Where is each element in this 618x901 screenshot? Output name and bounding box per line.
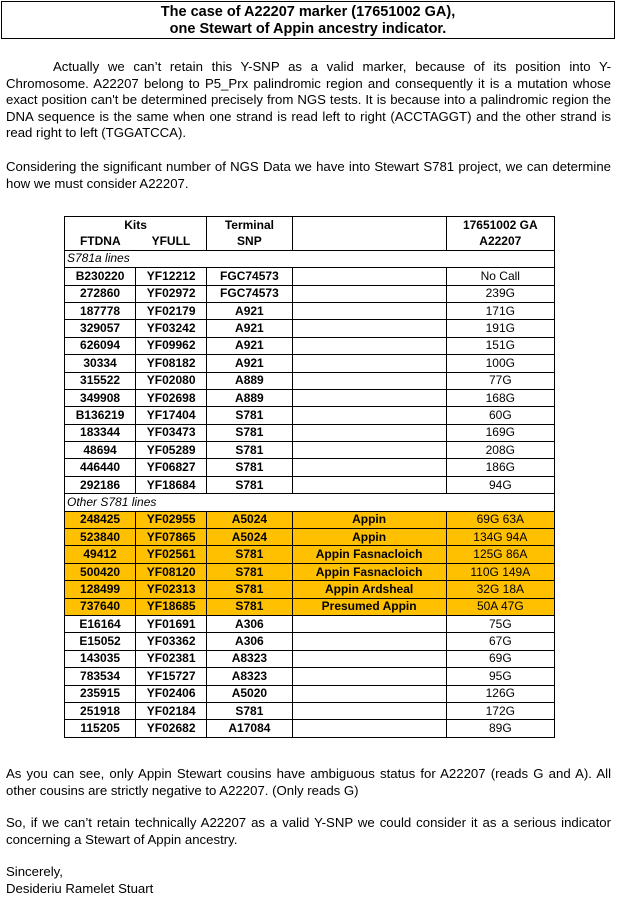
cell-reads: 69G [446, 650, 554, 667]
cell-reads: 32G 18A [446, 581, 554, 598]
cell-yfull: YF02179 [136, 302, 207, 319]
cell-note [292, 337, 446, 354]
table-row [65, 389, 555, 406]
cell-note: Appin [292, 529, 446, 546]
cell-note [292, 668, 446, 685]
table-row [65, 407, 555, 424]
cell-yfull: YF03242 [136, 320, 207, 337]
cell-reads: 110G 149A [446, 563, 554, 580]
cell-reads: 239G [446, 285, 554, 302]
cell-note [292, 285, 446, 302]
cell-yfull: YF15727 [136, 668, 207, 685]
cell-snp: S781 [207, 598, 292, 615]
table-row [65, 442, 555, 459]
cell-snp: A5024 [207, 529, 292, 546]
table-row [65, 285, 555, 302]
cell-reads: 89G [446, 720, 554, 737]
cell-snp: A5024 [207, 511, 292, 528]
cell-note [292, 633, 446, 650]
cell-snp: A889 [207, 389, 292, 406]
cell-reads: 67G [446, 633, 554, 650]
cell-yfull: YF05289 [136, 442, 207, 459]
cell-note [292, 615, 446, 632]
cell-ftdna: 272860 [65, 285, 136, 302]
cell-ftdna: 115205 [65, 720, 136, 737]
cell-note [292, 407, 446, 424]
kits-table [64, 216, 555, 738]
cell-yfull: YF02184 [136, 702, 207, 719]
cell-snp: S781 [207, 581, 292, 598]
cell-snp: S781 [207, 442, 292, 459]
table-header-row [65, 217, 555, 234]
cell-note: Appin [292, 511, 446, 528]
cell-note [292, 459, 446, 476]
cell-snp: A921 [207, 337, 292, 354]
cell-ftdna: 737640 [65, 598, 136, 615]
cell-ftdna: B230220 [65, 268, 136, 285]
header-terminal: Terminal [207, 217, 292, 234]
cell-reads: 191G [446, 320, 554, 337]
cell-ftdna: B136219 [65, 407, 136, 424]
cell-ftdna: 48694 [65, 442, 136, 459]
cell-ftdna: 523840 [65, 529, 136, 546]
cell-ftdna: 500420 [65, 563, 136, 580]
table-row [65, 633, 555, 650]
cell-ftdna: 251918 [65, 702, 136, 719]
section-row-s781a [65, 250, 555, 267]
cell-note [292, 476, 446, 493]
cell-snp: FGC74573 [207, 285, 292, 302]
cell-yfull: YF02406 [136, 685, 207, 702]
cell-note [292, 685, 446, 702]
cell-ftdna: 292186 [65, 476, 136, 493]
table-row [65, 563, 555, 580]
cell-reads: 186G [446, 459, 554, 476]
cell-snp: A921 [207, 320, 292, 337]
cell-ftdna: 183344 [65, 424, 136, 441]
cell-snp: A921 [207, 355, 292, 372]
cell-snp: A921 [207, 302, 292, 319]
cell-yfull: YF03473 [136, 424, 207, 441]
table-row [65, 598, 555, 615]
cell-reads: 69G 63A [446, 511, 554, 528]
header-yfull: YFULL [136, 233, 207, 250]
cell-ftdna: 248425 [65, 511, 136, 528]
cell-reads: 75G [446, 615, 554, 632]
cell-snp: S781 [207, 546, 292, 563]
table-row [65, 720, 555, 737]
cell-reads: 100G [446, 355, 554, 372]
table-row [65, 685, 555, 702]
cell-yfull: YF06827 [136, 459, 207, 476]
cell-snp: S781 [207, 702, 292, 719]
cell-yfull: YF08182 [136, 355, 207, 372]
cell-note [292, 720, 446, 737]
table-row [65, 459, 555, 476]
cell-ftdna: 187778 [65, 302, 136, 319]
cell-note [292, 268, 446, 285]
cell-reads: 125G 86A [446, 546, 554, 563]
cell-yfull: YF02080 [136, 372, 207, 389]
cell-ftdna: 349908 [65, 389, 136, 406]
cell-snp: S781 [207, 563, 292, 580]
header-marker-name: A22207 [446, 233, 554, 250]
cell-ftdna: 446440 [65, 459, 136, 476]
cell-yfull: YF02972 [136, 285, 207, 302]
table-row [65, 424, 555, 441]
cell-reads: No Call [446, 268, 554, 285]
cell-yfull: YF12212 [136, 268, 207, 285]
title-box [1, 1, 615, 39]
cell-snp: FGC74573 [207, 268, 292, 285]
cell-snp: S781 [207, 407, 292, 424]
cell-reads: 171G [446, 302, 554, 319]
cell-ftdna: 626094 [65, 337, 136, 354]
cell-note: Presumed Appin [292, 598, 446, 615]
header-snp: SNP [207, 233, 292, 250]
signature-closing: Sincerely, [6, 864, 63, 879]
cell-note: Appin Fasnacloich [292, 563, 446, 580]
paragraph-observation: As you can see, only Appin Stewart cousins have ambiguous status for A22207 (reads G and A). All other cousins are strictly negative to A22207. (Only reads G) [6, 766, 611, 798]
table-row [65, 302, 555, 319]
cell-yfull: YF02313 [136, 581, 207, 598]
header-marker: 17651002 GA [446, 217, 554, 234]
cell-reads: 208G [446, 442, 554, 459]
cell-yfull: YF01691 [136, 615, 207, 632]
cell-snp: A306 [207, 633, 292, 650]
cell-ftdna: 315522 [65, 372, 136, 389]
cell-snp: S781 [207, 424, 292, 441]
cell-note [292, 320, 446, 337]
signature-block [6, 864, 611, 897]
cell-note: Appin Ardsheal [292, 581, 446, 598]
cell-snp: A5020 [207, 685, 292, 702]
cell-ftdna: 783534 [65, 668, 136, 685]
cell-ftdna: E16164 [65, 615, 136, 632]
cell-snp: A8323 [207, 668, 292, 685]
table-row [65, 511, 555, 528]
cell-note [292, 702, 446, 719]
cell-yfull: YF09962 [136, 337, 207, 354]
table-row [65, 320, 555, 337]
cell-ftdna: 329057 [65, 320, 136, 337]
table-row [65, 668, 555, 685]
title-line-1: The case of A22207 marker (17651002 GA), [160, 4, 456, 20]
cell-yfull: YF02381 [136, 650, 207, 667]
cell-note [292, 372, 446, 389]
cell-yfull: YF08120 [136, 563, 207, 580]
table-row [65, 337, 555, 354]
header-ftdna: FTDNA [65, 233, 136, 250]
cell-yfull: YF02698 [136, 389, 207, 406]
table-row [65, 529, 555, 546]
table-row [65, 650, 555, 667]
cell-note [292, 355, 446, 372]
paragraph-conclusion: So, if we can’t retain technically A22207 as a valid Y-SNP we could consider it as a serious indicator concerning a Stewart of Appin ancestry. [6, 815, 611, 847]
cell-yfull: YF03362 [136, 633, 207, 650]
section-label: S781a lines [65, 250, 555, 267]
table-row [65, 355, 555, 372]
cell-reads: 77G [446, 372, 554, 389]
cell-snp: A306 [207, 615, 292, 632]
cell-reads: 151G [446, 337, 554, 354]
cell-reads: 172G [446, 702, 554, 719]
cell-reads: 95G [446, 668, 554, 685]
cell-ftdna: 49412 [65, 546, 136, 563]
cell-note [292, 389, 446, 406]
cell-reads: 169G [446, 424, 554, 441]
cell-reads: 94G [446, 476, 554, 493]
cell-yfull: YF18685 [136, 598, 207, 615]
section-label: Other S781 lines [65, 494, 555, 511]
signature-name: Desideriu Ramelet Stuart [6, 880, 154, 896]
table-row [65, 702, 555, 719]
cell-yfull: YF02955 [136, 511, 207, 528]
table-row [65, 476, 555, 493]
cell-ftdna: E15052 [65, 633, 136, 650]
cell-reads: 126G [446, 685, 554, 702]
cell-reads: 60G [446, 407, 554, 424]
cell-note [292, 650, 446, 667]
header-note [292, 217, 446, 251]
paragraph-intro: Actually we can’t retain this Y-SNP as a valid marker, because of its position into Y-Chromosome. A22207 belong to P5_Prx palindromic region and consequently it is a mutation whose exact position can't be determined precisely from NGS tests. It is because into a palindromic region the DNA sequence is the same when one strand is read left to right (ACCTAGGT) and the other strand is read right to left (TGGATCCA). [6, 59, 611, 141]
cell-ftdna: 128499 [65, 581, 136, 598]
cell-reads: 168G [446, 389, 554, 406]
table-row [65, 581, 555, 598]
cell-reads: 50A 47G [446, 598, 554, 615]
cell-ftdna: 30334 [65, 355, 136, 372]
cell-snp: A889 [207, 372, 292, 389]
cell-yfull: YF17404 [136, 407, 207, 424]
cell-snp: S781 [207, 476, 292, 493]
header-kits: Kits [65, 217, 207, 234]
title-line-2: one Stewart of Appin ancestry indicator. [169, 21, 447, 37]
cell-note [292, 442, 446, 459]
table-row [65, 372, 555, 389]
cell-reads: 134G 94A [446, 529, 554, 546]
cell-snp: A8323 [207, 650, 292, 667]
section-row-other [65, 494, 555, 511]
cell-ftdna: 143035 [65, 650, 136, 667]
paragraph-context: Considering the significant number of NGS Data we have into Stewart S781 project, we can determine how we must consider A22207. [6, 159, 611, 191]
cell-snp: A17084 [207, 720, 292, 737]
cell-yfull: YF18684 [136, 476, 207, 493]
cell-ftdna: 235915 [65, 685, 136, 702]
cell-snp: S781 [207, 459, 292, 476]
table-row [65, 268, 555, 285]
table-row [65, 546, 555, 563]
cell-yfull: YF02682 [136, 720, 207, 737]
table-row [65, 615, 555, 632]
cell-note: Appin Fasnacloich [292, 546, 446, 563]
cell-yfull: YF07865 [136, 529, 207, 546]
cell-note [292, 424, 446, 441]
cell-yfull: YF02561 [136, 546, 207, 563]
cell-note [292, 302, 446, 319]
